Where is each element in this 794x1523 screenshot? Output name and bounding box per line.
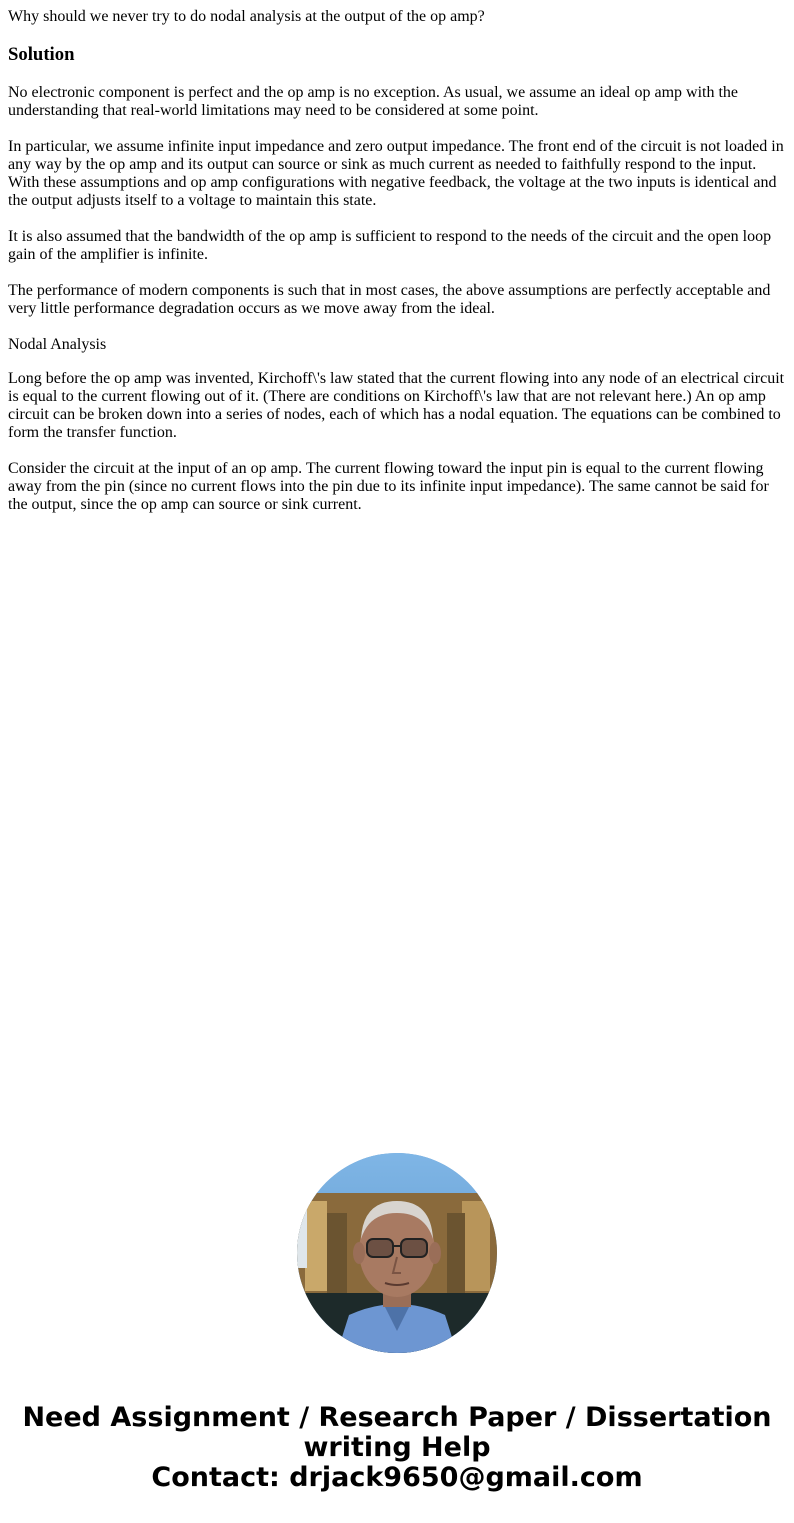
contact-email: Contact: drjack9650@gmail.com bbox=[151, 1462, 643, 1493]
paragraph: Consider the circuit at the input of an op amp. The current flowing toward the input pin is equal to the current flowing away from the pin (since no current flows into the pin due to its infinite input impedance). The same cannot be said for the output, since the op amp can source or sink current. bbox=[8, 460, 769, 513]
paragraph: In particular, we assume infinite input impedance and zero output impedance. The front end of the circuit is not loaded in any way by the op amp and its output can source or sink as much current as needed to faithfully respond to the input. With these assumptions and op amp configurations with negative feedback, the voltage at the two inputs is identical and the output adjusts itself to a voltage to maintain this state. bbox=[8, 138, 784, 209]
paragraph: The performance of modern components is such that in most cases, the above assumptions are perfectly acceptable and very little performance degradation occurs as we move away from the ideal. bbox=[8, 282, 771, 317]
paragraph: Long before the op amp was invented, Kirchoff\'s law stated that the current flowing into any node of an electrical circuit is equal to the current flowing out of it. (There are conditions on Kirchoff\'s law that are not relevant here.) An op amp circuit can be broken down into a series of nodes, each of which has a nodal equation. The equations can be combined to form the transfer function. bbox=[8, 370, 785, 441]
paragraph: No electronic component is perfect and the op amp is no exception. As usual, we assume an ideal op amp with the understanding that real-world limitations may need to be considered at some point. bbox=[8, 84, 739, 119]
author-photo bbox=[297, 1153, 497, 1353]
solution-heading: Solution bbox=[8, 44, 75, 65]
paragraph: It is also assumed that the bandwidth of the op amp is sufficient to respond to the needs of the circuit and the open loop gain of the amplifier is infinite. bbox=[8, 228, 772, 263]
cta-line: Need Assignment / Research Paper / Dissertation bbox=[22, 1402, 772, 1433]
contact-banner bbox=[0, 1403, 794, 1493]
cta-line: writing Help bbox=[303, 1432, 491, 1463]
question-text: Why should we never try to do nodal analysis at the output of the op amp? bbox=[8, 8, 485, 25]
article bbox=[8, 8, 786, 532]
nodal-analysis-heading: Nodal Analysis bbox=[8, 336, 107, 353]
author-avatar bbox=[297, 1153, 497, 1353]
